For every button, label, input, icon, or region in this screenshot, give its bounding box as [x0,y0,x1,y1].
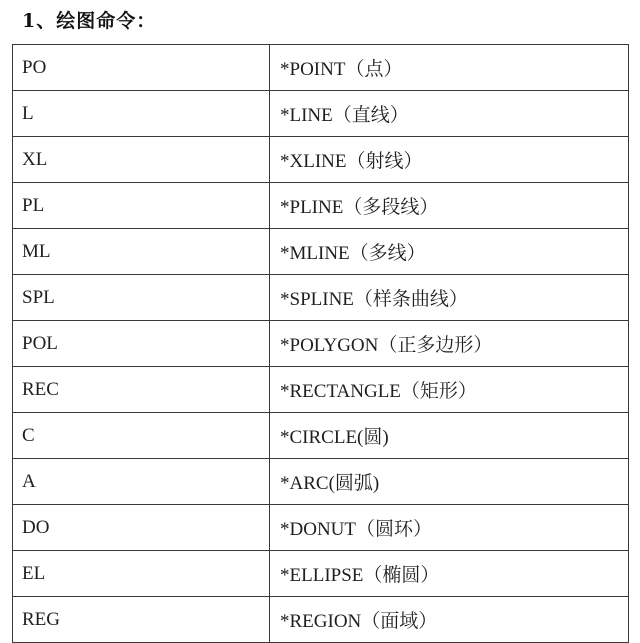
table-row [13,183,629,229]
command-full-name-cell: *LINE（直线） [270,91,629,137]
table-row [13,413,629,459]
command-alias-cell: PO [13,45,270,91]
command-full-name-cell: *DONUT（圆环） [270,505,629,551]
command-alias-cell: C [13,413,270,459]
command-full-name-cell: *ARC(圆弧) [270,459,629,505]
table-row [13,597,629,643]
command-table [12,44,629,643]
command-alias-cell: ML [13,229,270,275]
section-heading: 1、绘图命令： [22,10,157,32]
command-alias-cell: REG [13,597,270,643]
table-row [13,275,629,321]
command-full-name-cell: *CIRCLE(圆) [270,413,629,459]
command-full-name-cell: *POINT（点） [270,45,629,91]
table-row [13,551,629,597]
command-full-name-cell: *ELLIPSE（椭圆） [270,551,629,597]
command-full-name-cell: *PLINE（多段线） [270,183,629,229]
command-alias-cell: A [13,459,270,505]
command-full-name-cell: *XLINE（射线） [270,137,629,183]
table-row [13,137,629,183]
table-row [13,321,629,367]
command-alias-cell: XL [13,137,270,183]
table-row [13,505,629,551]
command-alias-cell: DO [13,505,270,551]
command-alias-cell: SPL [13,275,270,321]
command-full-name-cell: *MLINE（多线） [270,229,629,275]
command-alias-cell: POL [13,321,270,367]
command-full-name-cell: *POLYGON（正多边形） [270,321,629,367]
table-row [13,459,629,505]
table-row [13,229,629,275]
command-full-name-cell: *SPLINE（样条曲线） [270,275,629,321]
command-alias-cell: PL [13,183,270,229]
command-alias-cell: REC [13,367,270,413]
command-full-name-cell: *RECTANGLE（矩形） [270,367,629,413]
table-row [13,91,629,137]
command-alias-cell: L [13,91,270,137]
command-full-name-cell: *REGION（面域） [270,597,629,643]
command-alias-cell: EL [13,551,270,597]
command-table-body [13,45,629,643]
table-row [13,45,629,91]
table-row [13,367,629,413]
